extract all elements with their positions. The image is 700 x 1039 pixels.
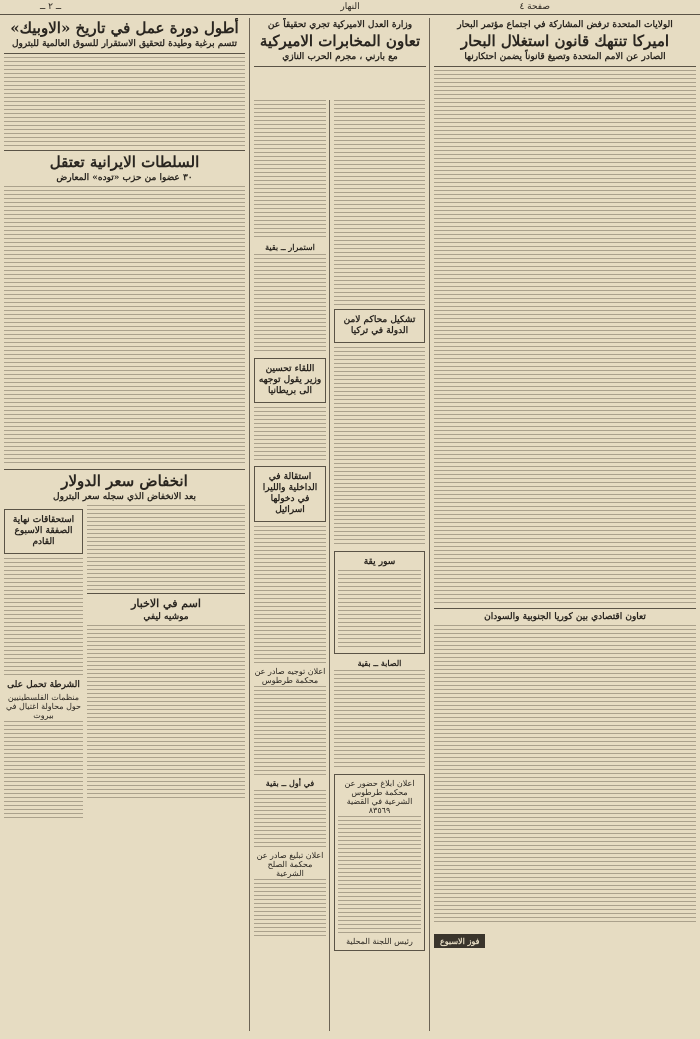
- article-text: [254, 879, 326, 939]
- article-text: [4, 186, 245, 466]
- article-text: [254, 254, 326, 354]
- column-4: [0, 18, 249, 1031]
- col1-headline: اميركا تنتهك قانون استغلال البحار: [460, 32, 670, 50]
- column-1: [430, 18, 700, 1031]
- col4-lower-main: [87, 505, 245, 821]
- col2-box-title: سور يقة: [363, 557, 396, 567]
- col4-headline4: اسم في الاخبار: [131, 597, 201, 610]
- col3-notice2: في أول ــ بقية: [265, 778, 315, 788]
- col3-headline: تعاون المخابرات الاميركية: [259, 32, 421, 50]
- col2-continued: الصابة ــ بقية: [357, 658, 402, 668]
- col3-box2: استقالة في الداخلية والليرا في دخولها اسرائيل: [262, 472, 318, 515]
- logo-badge: فوز الاسبوع: [434, 934, 485, 948]
- page-label: صفحة ٤: [519, 2, 550, 12]
- col2-notice2: رئيس اللجنة المحلية: [346, 937, 413, 946]
- col4-subhead2: ٣٠ عضوا من حزب «توده» المعارض: [56, 173, 193, 183]
- article-text: [434, 625, 696, 925]
- col3-notice3: اعلان تبليغ صادر عن محكمة الصلح الشرعية: [256, 851, 324, 878]
- col4-subhead4: موشيه ليفي: [143, 612, 189, 622]
- column-rule: [249, 18, 250, 1031]
- col1-subhead: الصادر عن الامم المتحدة وتصيغ قانوناً يضمن احتكارنها: [464, 52, 666, 62]
- side-box: [4, 509, 83, 554]
- headline-box: [254, 358, 326, 403]
- col4-headline: أطول دورة عمل في تاريخ «الاوبيك»: [10, 19, 239, 37]
- col3-box1: اللقاء تحسين وزير يقول توجهه الى بريطانيا: [258, 364, 322, 396]
- masthead: [0, 0, 700, 15]
- col4-headline2: السلطات الايرانية تعتقل: [49, 153, 200, 171]
- article-text: [254, 407, 326, 462]
- col3-continued: استمرار ــ بقية: [265, 242, 315, 252]
- divider: [4, 469, 245, 470]
- col2-notice1: اعلان ابلاغ حضور عن محكمة طرطوس الشرعية في القضية ٨٣٥٦٩: [344, 779, 415, 815]
- col1-mid-headline: تعاون اقتصادي بين كوريا الجنوبية والسودان: [484, 612, 646, 622]
- article-text: [254, 790, 326, 850]
- divider: [434, 66, 696, 67]
- col4-left-box1: استحقاقات نهاية الصفقة الاسبوع القادم: [12, 515, 75, 547]
- column-3-body: [250, 100, 330, 1031]
- col1-kicker: الولايات المتحدة ترفض المشاركة في اجتماع مؤتمر البحار: [457, 20, 673, 30]
- col4-lower-side: [4, 505, 83, 821]
- divider: [4, 150, 245, 151]
- col4-headline3: انخفاض سعر الدولار: [61, 472, 188, 490]
- col4-left-box2: منظمات الفلسطينيين حول محاولة اغتيال في بيروت: [6, 693, 81, 720]
- col4-subhead: تتسم برغبة وطيدة لتحقيق الاستقرار للسوق العالمية للبترول: [11, 39, 238, 49]
- article-text: [4, 57, 245, 147]
- paper-name: النهار: [340, 2, 360, 12]
- col3-subhead: مع بارني ، مجرم الحرب النازي: [282, 52, 398, 62]
- article-text: [4, 721, 83, 821]
- divider: [87, 593, 245, 594]
- divider: [434, 608, 696, 609]
- article-text: [87, 625, 245, 800]
- article-text: [434, 70, 696, 605]
- col4-headline5: الشرطة تحمل على: [7, 680, 80, 690]
- article-text: [254, 100, 326, 240]
- col3-notice1: اعلان توجيه صادر عن محكمة طرطوس: [254, 667, 326, 685]
- headline-box: [254, 466, 326, 522]
- article-text: [254, 686, 326, 776]
- logo-box: [434, 929, 696, 948]
- article-text: [4, 558, 83, 678]
- col4-subhead3: بعد الانخفاض الذي سجله سعر البترول: [53, 492, 196, 502]
- col2-headline: تشكيل محاكم لامن الدولة في تركيا: [343, 315, 416, 336]
- divider: [254, 66, 426, 67]
- col4-lower: [4, 505, 245, 821]
- divider: [4, 53, 245, 54]
- masthead-note: ــ ٢ ــ: [40, 2, 62, 12]
- article-text: [254, 526, 326, 666]
- col3-kicker: وزارة العدل الاميركية تجري تحقيقاً عن: [267, 20, 413, 30]
- article-text: [87, 505, 245, 590]
